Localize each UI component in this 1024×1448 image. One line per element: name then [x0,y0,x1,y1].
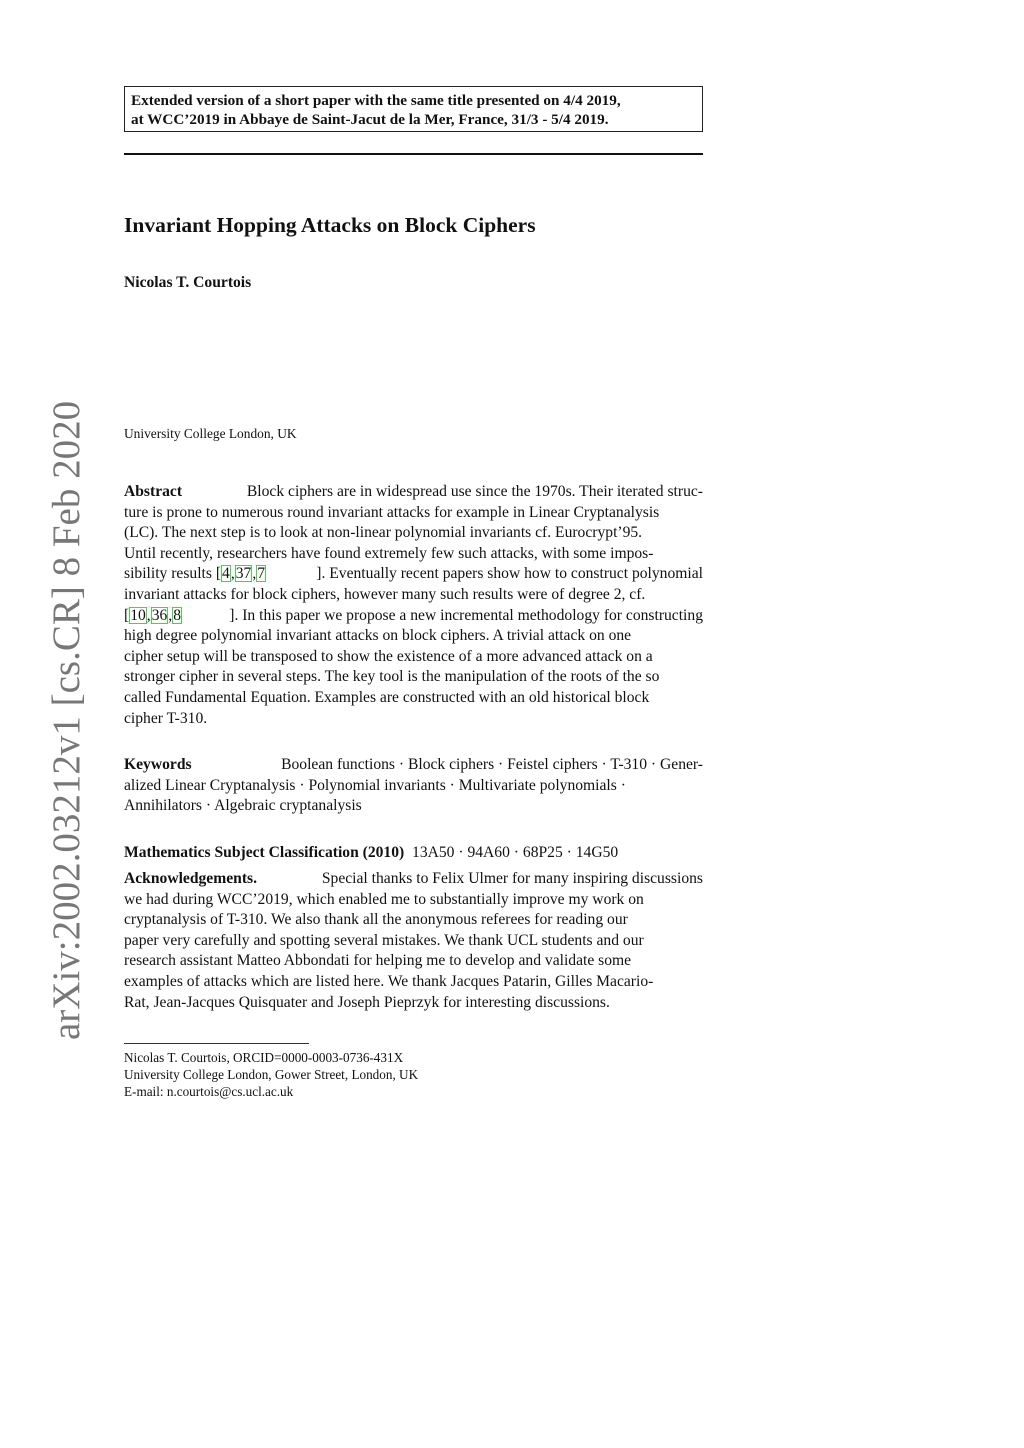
citation-link[interactable]: 10 [130,606,146,624]
footnote-address: University College London, Gower Street, London, UK [124,1067,419,1082]
abstract-line: called Fundamental Equation. Examples are constructed with an old historical block [124,688,650,706]
abstract-line: [10,36,8 ]. In this paper we propose a new incremental methodology for constructing [124,606,703,624]
footnote-email[interactable]: E-mail: n.courtois@cs.ucl.ac.uk [124,1084,294,1099]
abstract-line: ture is prone to numerous round invariant attacks for example in Linear Cryptanalysis [124,503,660,521]
citation-link[interactable]: 7 [257,565,266,583]
citation-link[interactable]: 8 [173,606,181,624]
abstract-line: Until recently, researchers have found extremely few such attacks, with some impos- [124,544,654,562]
arxiv-identifier-stamp: arXiv:2002.03212v1 [cs.CR] 8 Feb 2020 [45,400,88,1040]
abstract-line: invariant attacks for block ciphers, however many such results were of degree 2, cf. [124,585,646,603]
ack-line: cryptanalysis of T-310. We also thank all the anonymous referees for reading our [124,911,628,929]
keywords-line: Annihilators · Algebraic cryptanalysis [124,797,362,815]
abstract-line: (LC). The next step is to look at non-linear polynomial invariants cf. Eurocrypt’95. [124,524,643,542]
ack-line: Acknowledgements. Special thanks to Felix Ulmer for many inspiring discussions [124,870,703,887]
header-rule [124,153,703,155]
ack-line: Rat, Jean-Jacques Quisquater and Joseph Pieprzyk for interesting discussions. [124,993,610,1011]
abstract-line: high degree polynomial invariant attacks on block ciphers. A trivial attack on one [124,627,632,645]
footnote-rule [124,1043,309,1044]
abstract-line: cipher setup will be transposed to show the existence of a more advanced attack on a [124,647,653,665]
keywords-label: Keywords [124,756,192,773]
ack-line: paper very carefully and spotting several mistakes. We thank UCL students and our [124,931,644,949]
msc-label: Mathematics Subject Classification (2010) [124,844,405,861]
keywords-line: Keywords Boolean functions · Block ciphers · Feistel ciphers · T-310 · Gener- [124,756,703,773]
citation-link[interactable]: 37 [235,565,252,583]
ack-label: Acknowledgements. [124,870,257,887]
keywords-section [124,756,703,818]
msc-line [124,844,703,865]
conference-notice-box [124,86,703,132]
footnote [124,1049,418,1100]
notice-line-1: Extended version of a short paper with the same title presented on 4/4 2019, [131,92,621,109]
author-name: Nicolas T. Courtois [124,274,252,291]
abstract-line [124,483,703,504]
msc-section [124,844,703,865]
notice-line-2: at WCC’2019 in Abbaye de Saint-Jacut de la Mer, France, 31/3 - 5/4 2019. [131,111,609,128]
abstract-line: sibility results [4,37,7 ]. Eventually recent papers show how to construct polynomial [124,565,703,583]
affiliation: University College London, UK [124,426,297,441]
keywords-line: alized Linear Cryptanalysis · Polynomial invariants · Multivariate polynomials · [124,776,626,794]
citation-link[interactable]: 36 [151,606,168,624]
abstract-label: Abstract [124,483,183,500]
footnote-orcid: Nicolas T. Courtois, ORCID=0000-0003-0736-431X [124,1050,404,1065]
ack-line: examples of attacks which are listed here. We thank Jacques Patarin, Gilles Macario- [124,972,654,990]
acknowledgements-section [124,870,703,1014]
abstract-text: Block ciphers are in widespread use since the 1970s. Their iterated struc- [246,483,703,500]
ack-line: research assistant Matteo Abbondati for helping me to develop and validate some [124,952,632,970]
abstract-section [124,483,703,730]
abstract-line: cipher T-310. [124,709,208,727]
paper-title: Invariant Hopping Attacks on Block Ciphers [124,213,536,237]
abstract-line: stronger cipher in several steps. The key tool is the manipulation of the roots of the so [124,668,660,686]
citation-link[interactable]: 4 [222,565,230,583]
ack-line: we had during WCC’2019, which enabled me to substantially improve my work on [124,890,644,908]
msc-codes: 13A50 · 94A60 · 68P25 · 14G50 [412,844,619,861]
